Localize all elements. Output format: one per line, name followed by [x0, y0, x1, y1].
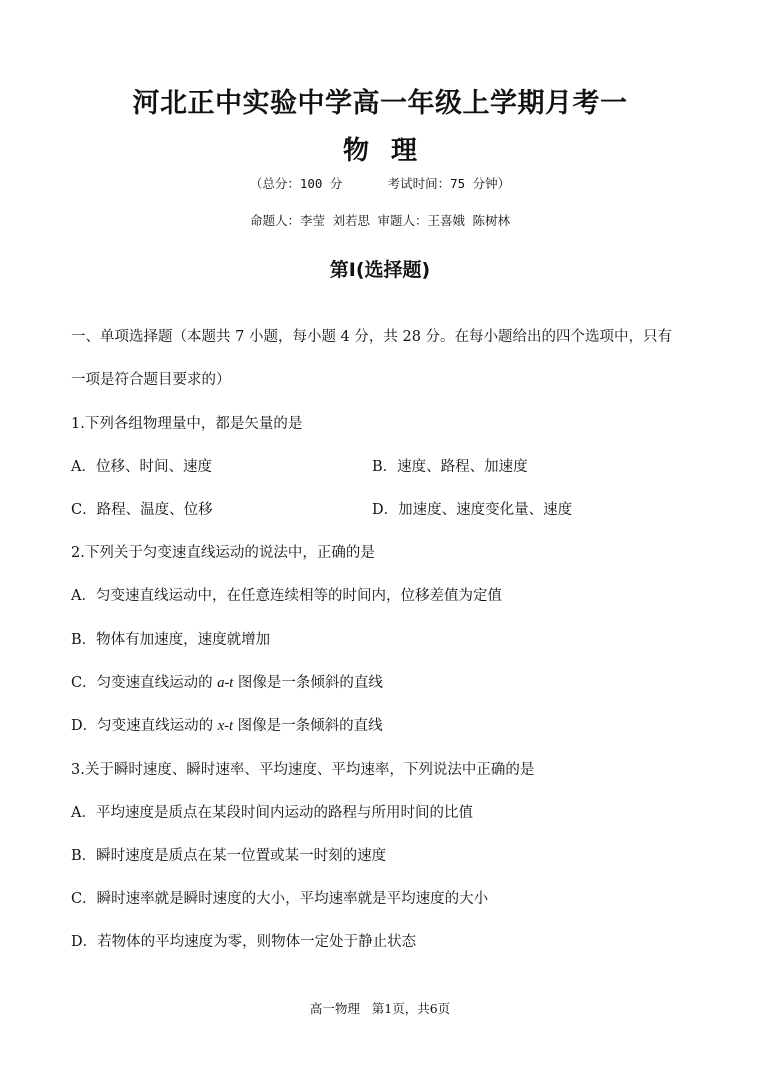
exam-authors: 命题人：李莹 刘若思 审题人：王喜娥 陈树林 — [249, 213, 511, 228]
question-2-option-d-pre: D．匀变速直线运动的 — [71, 718, 218, 734]
question-1-option-a: A．位移、时间、速度 — [71, 459, 212, 475]
question-2-option-c-pre: C．匀变速直线运动的 — [71, 675, 218, 691]
question-2-option-d-post: 图像是一条倾斜的直线 — [233, 718, 383, 734]
question-1-option-c: C．路程、温度、位移 — [71, 502, 213, 518]
instructions-line-1: 一、单项选择题（本题共 7 小题，每小题 4 分，共 28 分。在每小题给出的四个选项中，只有 — [71, 329, 673, 345]
exam-meta: （总分：100 分 考试时间：75 分钟） — [249, 176, 511, 191]
question-1-option-d: D．加速度、速度变化量、速度 — [372, 502, 573, 518]
section-title: 第Ⅰ(选择题) — [329, 259, 431, 281]
question-2-option-b: B．物体有加速度，速度就增加 — [71, 632, 271, 648]
question-2-option-c — [71, 673, 383, 693]
question-2-option-a: A．匀变速直线运动中，在任意连续相等的时间内，位移差值为定值 — [71, 588, 502, 604]
exam-subject: 物理 — [342, 136, 439, 166]
question-3-option-a: A．平均速度是质点在某段时间内运动的路程与所用时间的比值 — [71, 805, 473, 821]
question-2-option-c-var: a-t — [217, 675, 234, 691]
page-footer: 高一物理 第1页，共6页 — [309, 1001, 451, 1016]
question-1-stem: 1.下列各组物理量中，都是矢量的是 — [71, 416, 303, 432]
question-3-option-b: B．瞬时速度是质点在某一位置或某一时刻的速度 — [71, 848, 387, 864]
question-1-option-b: B．速度、路程、加速度 — [372, 459, 528, 475]
exam-title: 河北正中实验中学高一年级上学期月考一 — [132, 88, 628, 119]
question-2-option-d-var: x-t — [217, 718, 234, 734]
question-2-stem: 2.下列关于匀变速直线运动的说法中，正确的是 — [71, 545, 375, 561]
question-3-stem: 3.关于瞬时速度、瞬时速率、平均速度、平均速率，下列说法中正确的是 — [71, 762, 535, 778]
question-2-option-c-post: 图像是一条倾斜的直线 — [233, 675, 383, 691]
instructions-line-2: 一项是符合题目要求的） — [71, 372, 231, 388]
question-3-option-d: D．若物体的平均速度为零，则物体一定处于静止状态 — [71, 934, 417, 950]
question-2-option-d — [71, 716, 383, 736]
question-3-option-c: C．瞬时速率就是瞬时速度的大小，平均速率就是平均速度的大小 — [71, 891, 489, 907]
